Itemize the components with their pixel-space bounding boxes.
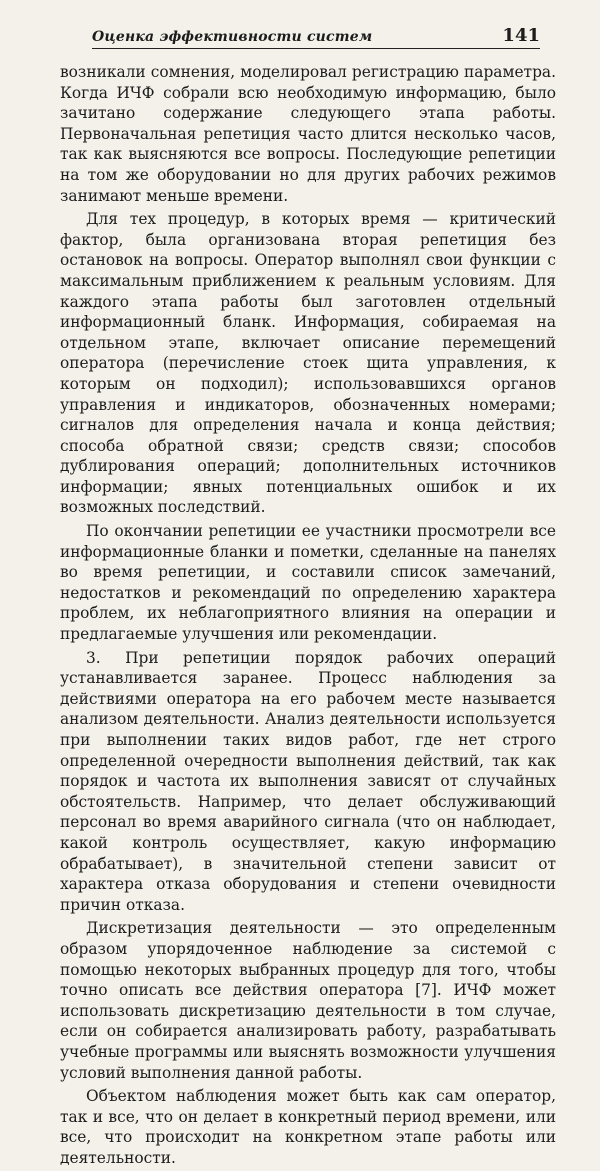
page-number: 141 [502,25,540,46]
paragraph-1: возникали сомнения, моделировал регистрацию параметра. Когда ИЧФ собрали всю необходимую информацию, было зачитано содержание следующего этапа работы. Первоначальная репетиция часто длится несколько часов, так как выясняются все вопросы. Последующие репетиции на том же оборудовании но для других рабочих режимов занимают меньше времени. [60,63,556,205]
running-title: Оценка эффективности систем [92,29,373,45]
page-body [60,62,556,1171]
paragraph-3: По окончании репетиции ее участники просмотрели все информационные бланки и пометки, сделанные на панелях во время репетиции, и составили список замечаний, недостатков и рекомендаций по определению характера проблем, их неблагоприятного влияния на операции и предлагаемые улучшения или рекомендации. [60,522,556,644]
paragraph-2: Для тех процедур, в которых время — критический фактор, была организована вторая репетиция без остановок на вопросы. Оператор выполнял свои функции с максимальным приближением к реальным условиям. Для каждого этапа работы был заготовлен отдельный информационный бланк. Информация, собираемая на отдельном этапе, включает описание перемещений оператора (перечисление стоек щита управления, к которым он подходил); использовавшихся органов управления и индикаторов, обозначенных номерами; сигналов для определения начала и конца действия; способа обратной связи; средств связи; способов дублирования операций; дополнительных источников информации; явных потенциальных ошибок и их возможных последствий. [60,210,556,517]
paragraph-5: Дискретизация деятельности — это определенным образом упорядоченное наблюдение за системой с помощью некоторых выбранных процедур для того, чтобы точно описать все действия оператора [7]. ИЧФ может использовать дискретизацию деятельности в том случае, если он собирается анализировать работу, разрабатывать учебные программы или выяснять возможности улучшения условий выполнения данной работы. [60,919,556,1082]
page-header [92,22,540,49]
paragraph-4: 3. При репетиции порядок рабочих операций устанавливается заранее. Процесс наблюдения за действиями оператора на его рабочем месте называется анализом деятельности. Анализ деятельности используется при выполнении таких видов работ, где нет строго определенной очередности выполнения действий, так как порядок и частота их выполнения зависят от случайных обстоятельств. Например, что делает обслуживающий персонал во время аварийного сигнала (что он наблюдает, какой контроль осуществляет, какую информацию обрабатывает), в значительной степени зависит от характера отказа оборудования и степени очевидности причин отказа. [60,648,556,914]
paragraph-6: Объектом наблюдения может быть как сам оператор, так и все, что он делает в конкретный период времени, или все, что происходит на конкретном этапе работы или деятельности. [60,1087,556,1167]
